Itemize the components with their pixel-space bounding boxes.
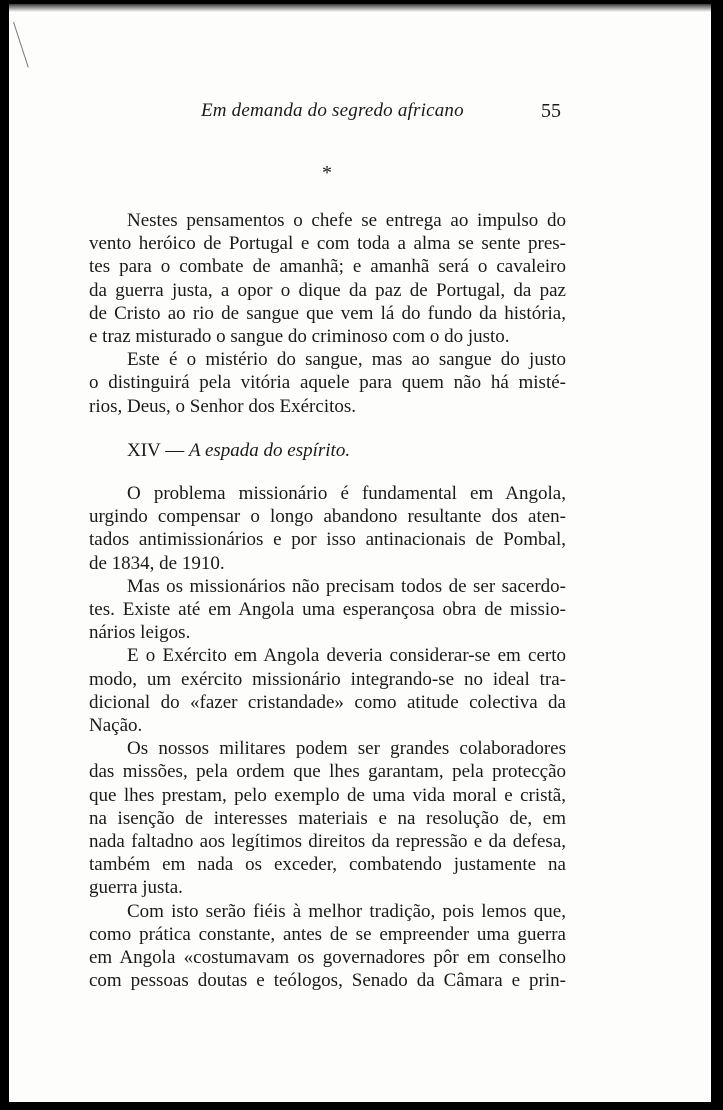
text-line: nada faltadno aos legítimos direitos da repressão e da defesa, bbox=[89, 831, 566, 853]
scan-artifact-line bbox=[13, 22, 29, 68]
text-line: Nação. bbox=[89, 715, 143, 737]
page-number: 55 bbox=[541, 100, 561, 122]
paragraph-continuation bbox=[89, 505, 566, 575]
paragraph-continuation bbox=[89, 923, 566, 993]
text-line: como prática constante, antes de se empreender uma guerra bbox=[89, 923, 566, 945]
paragraph bbox=[89, 348, 566, 371]
text-line: Nestes pensamentos o chefe se entrega ao impulso do bbox=[127, 210, 566, 231]
scan-edge-shadow bbox=[9, 4, 711, 12]
text-line: da guerra justa, a opor o dique da paz de Portugal, da paz bbox=[89, 279, 566, 301]
text-line: em Angola «costumavam os governadores pôr em conselho bbox=[89, 947, 566, 969]
text-line: urgindo compensar o longo abandono resultante dos aten- bbox=[89, 506, 566, 528]
book-page bbox=[9, 4, 711, 1102]
section-title: A espada do espírito. bbox=[188, 439, 351, 461]
text-line: e traz misturado o sangue do criminoso com o do justo. bbox=[89, 326, 510, 348]
text-line: que lhes prestam, pelo exemplo de uma vida moral e cristã, bbox=[89, 784, 566, 806]
text-line: O problema missionário é fundamental em Angola, bbox=[127, 483, 566, 505]
paragraph bbox=[89, 575, 566, 598]
paragraph-continuation bbox=[89, 668, 566, 738]
running-title: Em demanda do segredo africano bbox=[201, 100, 464, 121]
text-line: modo, um exército missionário integrando-se no ideal tra- bbox=[89, 668, 566, 690]
text-line: tes para o combate de amanhã; e amanhã será o cavaleiro bbox=[89, 256, 566, 278]
text-line: de 1834, de 1910. bbox=[89, 552, 225, 574]
text-line: rios, Deus, o Senhor dos Exércitos. bbox=[89, 395, 357, 417]
text-line: com pessoas doutas e teólogos, Senado da Câmara e prin- bbox=[89, 970, 566, 992]
paragraph-continuation bbox=[89, 598, 566, 644]
text-line: das missões, pela ordem que lhes garantam, pela protecção bbox=[89, 761, 566, 783]
text-line: E o Exército em Angola deveria considerar-se em certo bbox=[127, 645, 566, 667]
section-heading bbox=[127, 439, 566, 462]
text-line: Os nossos militares podem ser grandes colaboradores bbox=[127, 738, 566, 760]
paragraph bbox=[89, 644, 566, 667]
section-separator: * bbox=[322, 162, 332, 184]
text-line: também em nada os exceder, combatendo justamente na bbox=[89, 854, 566, 876]
paragraph-continuation bbox=[89, 371, 566, 417]
text-line: de Cristo ao rio de sangue que vem lá do fundo da história, bbox=[89, 302, 566, 324]
paragraph bbox=[89, 209, 566, 232]
paragraph bbox=[89, 900, 566, 923]
text-line: Com isto serão fiéis à melhor tradição, pois lemos que, bbox=[127, 900, 566, 922]
text-line: na isenção de interesses materiais e na resolução de, em bbox=[89, 807, 566, 829]
heading-dash: — bbox=[165, 439, 185, 461]
text-line: o distinguirá pela vitória aquele para quem não há misté- bbox=[89, 372, 566, 394]
paragraph bbox=[89, 482, 566, 505]
text-line: Mas os missionários não precisam todos de ser sacerdo- bbox=[127, 575, 566, 597]
text-line: guerra justa. bbox=[89, 877, 183, 899]
paragraph bbox=[89, 737, 566, 760]
section-number: XIV bbox=[127, 439, 161, 461]
text-line: nários leigos. bbox=[89, 622, 191, 644]
text-line: dicional do «fazer cristandade» como atitude colectiva da bbox=[89, 691, 566, 713]
text-line: tados antimissionários e por isso antinacionais de Pombal, bbox=[89, 529, 566, 551]
text-line: Este é o mistério do sangue, mas ao sangue do justo bbox=[127, 349, 566, 371]
body-text bbox=[89, 209, 566, 993]
paragraph-continuation bbox=[89, 232, 566, 348]
page-header bbox=[9, 100, 711, 130]
paragraph-continuation bbox=[89, 760, 566, 899]
text-line: vento heróico de Portugal e com toda a alma se sente pres- bbox=[89, 233, 566, 255]
text-line: tes. Existe até em Angola uma esperançosa obra de missio- bbox=[89, 599, 566, 621]
